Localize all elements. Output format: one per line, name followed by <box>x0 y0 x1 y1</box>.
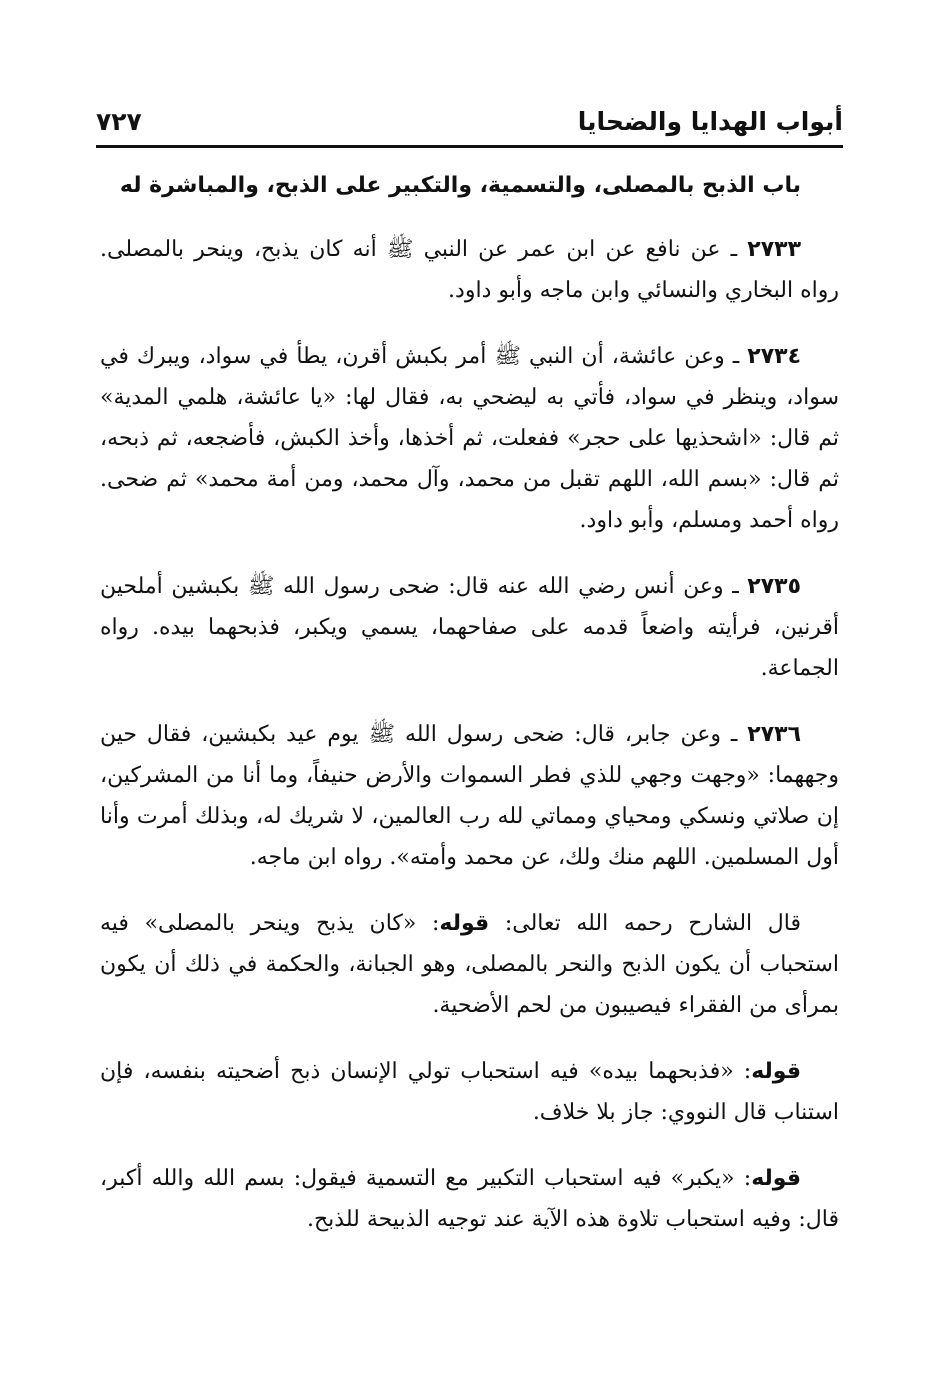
page-header <box>96 92 843 136</box>
commentary-text: : «فذبحهما بيده» فيه استحباب تولي الإنسان ذبح أضحيته بنفسه، فإن استناب قال النووي: جاز بلا خلاف. <box>100 1059 839 1125</box>
hadith-text: ـ عن نافع عن ابن عمر عن النبي ﷺ أنه كان يذبح، وينحر بالمصلى. رواه البخاري والنسائي وابن ماجه وأبو داود. <box>100 237 839 303</box>
header-rule <box>96 145 843 148</box>
hadith-paragraph <box>100 229 839 311</box>
commentary-paragraph <box>100 1158 839 1240</box>
commentary-prefix: قال الشارح رحمه الله تعالى: <box>489 911 801 936</box>
commentary-text: : «يكبر» فيه استحباب التكبير مع التسمية فيقول: بسم الله والله أكبر، قال: وفيه استحباب تلاوة هذه الآية عند توجيه الذبيحة للذبح. <box>100 1166 839 1232</box>
hadith-text: ـ وعن جابر، قال: ضحى رسول الله ﷺ يوم عيد بكبشين، فقال حين وجههما: «وجهت وجهي للذي فطر السموات والأرض حنيفاً، وما أنا من المشركين، إن صلاتي ونسكي ومحياي ومماتي لله رب العالمين، لا شريك له، وبذلك أمرت وأنا أول المسلمين. اللهم منك ولك، عن محمد وأمته». رواه ابن ماجه. <box>100 722 839 870</box>
hadith-text: ـ وعن أنس رضي الله عنه قال: ضحى رسول الله ﷺ بكبشين أملحين أقرنين، فرأيته واضعاً قدمه على صفاحهما، يسمي ويكبر، فذبحهما بيده. رواه الجماعة. <box>100 574 839 681</box>
hadith-paragraph <box>100 566 839 689</box>
commentary-lead: قوله <box>751 1059 801 1084</box>
hadith-number: ٢٧٣٦ <box>747 722 801 747</box>
hadith-number: ٢٧٣٣ <box>747 237 801 262</box>
hadith-text: ـ وعن عائشة، أن النبي ﷺ أمر بكبش أقرن، يطأ في سواد، ويبرك في سواد، وينظر في سواد، فأتي به ليضحي به، فقال لها: «يا عائشة، هلمي المدية» ثم قال: «اشحذيها على حجر» ففعلت، ثم أخذها، وأخذ الكبش، فأضجعه، ثم ذبحه، ثم قال: «بسم الله، اللهم تقبل من محمد، وآل محمد، ومن أمة محمد» ثم ضحى. رواه أحمد ومسلم، وأبو داود. <box>100 344 839 533</box>
commentary-paragraph <box>100 1051 839 1133</box>
commentary-lead: قوله <box>439 911 490 936</box>
commentary-text: : «كان يذبح وينحر بالمصلى» فيه استحباب أن يكون الذبح والنحر بالمصلى، وهو الجبانة، والحكمة في ذلك أن يكون بمرأى من الفقراء فيصيبون من لحم الأضحية. <box>100 911 839 1018</box>
page-number: ٧٢٧ <box>96 107 142 136</box>
section-title: باب الذبح بالمصلى، والتسمية، والتكبير على الذبح، والمباشرة له <box>119 173 801 198</box>
hadith-number: ٢٧٣٤ <box>747 344 801 369</box>
commentary-lead: قوله <box>751 1166 801 1191</box>
hadith-number: ٢٧٣٥ <box>747 574 801 599</box>
hadith-paragraph <box>100 714 839 878</box>
running-title: أبواب الهدايا والضحايا <box>577 107 843 136</box>
hadith-paragraph <box>100 336 839 541</box>
page-body <box>100 166 839 1265</box>
commentary-paragraph <box>100 903 839 1026</box>
